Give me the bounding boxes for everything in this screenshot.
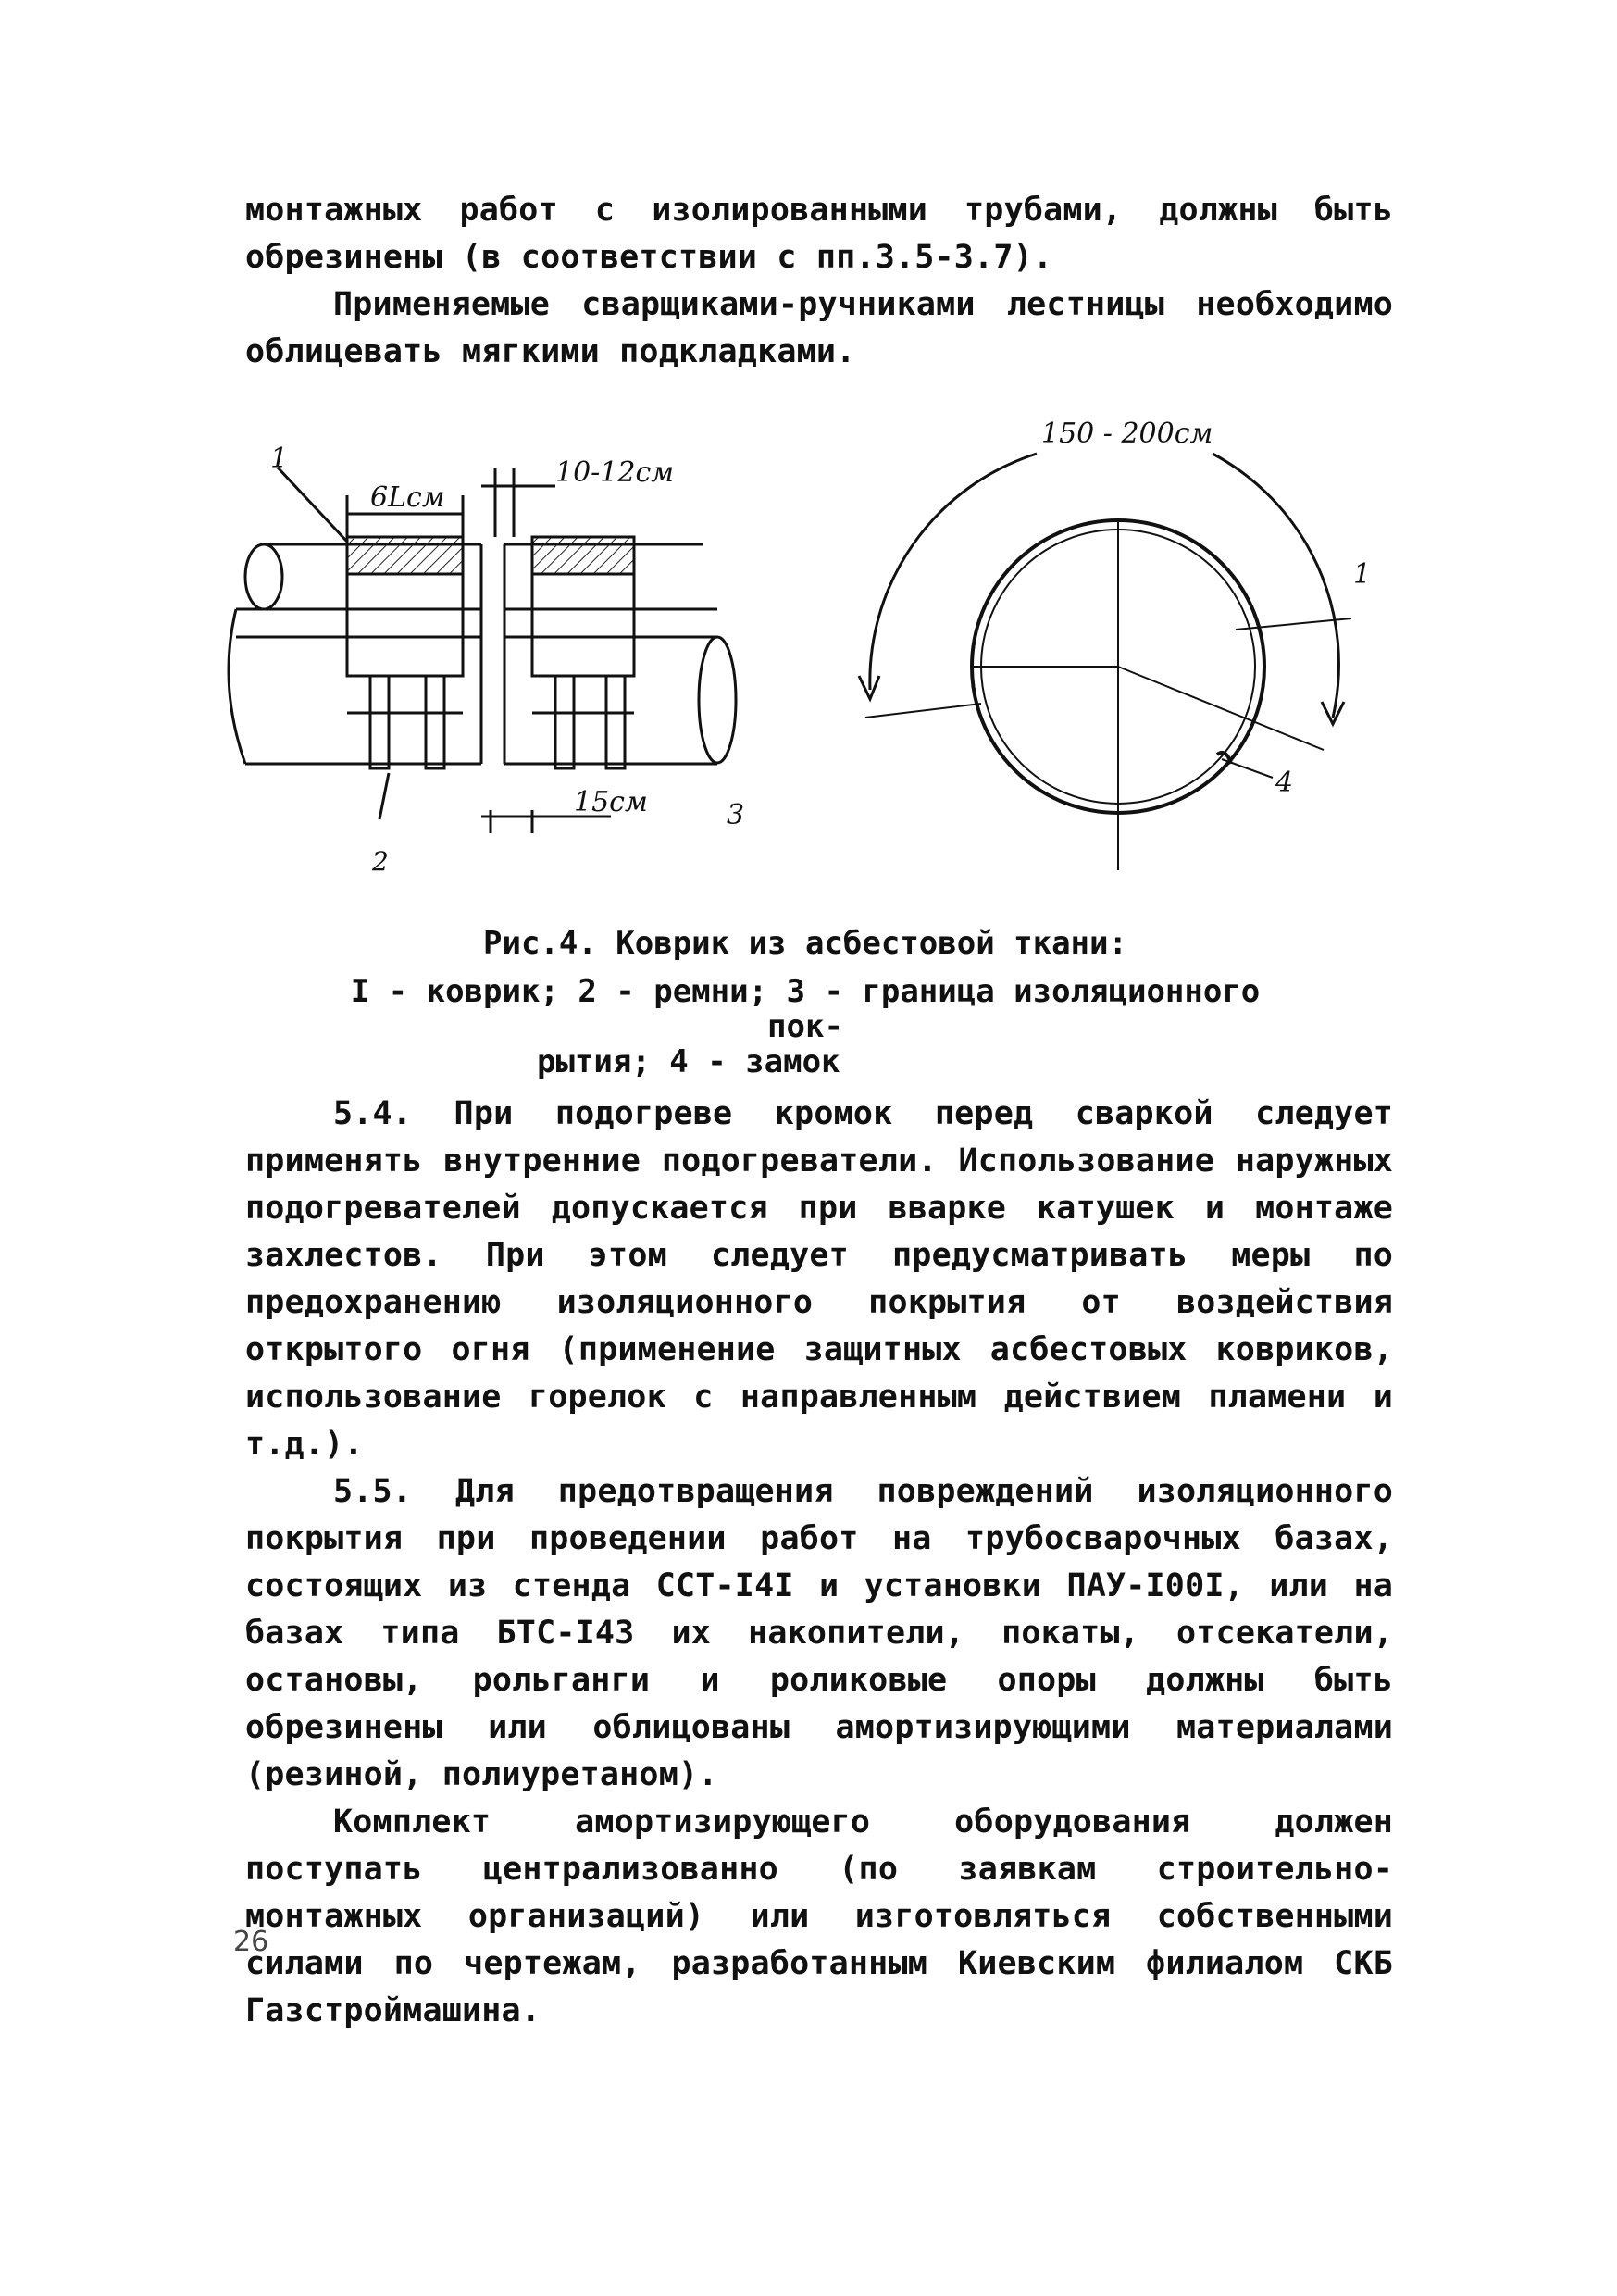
dim-arc: 150 - 200см <box>1041 418 1213 450</box>
label-4: 4 <box>1275 767 1294 799</box>
paragraph-5-4: 5.4. При подогреве кромок перед сваркой следует применять внутренние подогреватели. Использование наружных подогревателей допускается при вварке катушек и монтаже захлестов. При этом следует предусматривать меры по предохранению изоляционного покрытия от воздействия открытого огня (применение защитных асбестовых ковриков, использование горелок с направленным действием пламени и т.д.). <box>245 1095 1393 1463</box>
figure-caption <box>305 926 1305 1079</box>
dim-strap: 15см <box>574 786 648 818</box>
caption-legend-line2: рытия; 4 - замок <box>537 1043 840 1080</box>
paragraph-5-5: 5.5. Для предотвращения повреждений изоляционного покрытия при проведении работ на трубосварочных базах, состоящих из стенда ССТ-I4I и установки ПАУ-I00I, или на базах типа БТС-I43 их накопители, покаты, отсекатели, остановы, рольганги и роликовые опоры должны быть обрезинены или облицованы амортизирующими материалами (резиной, полиуретаном). <box>245 1473 1393 1793</box>
paragraph-kit: Комплект амортизирующего оборудования должен поступать централизованно (по заявкам строительно-монтажных организаций) или изготовляться собственными силами по чертежам, разработанным Киевским филиалом СКБ Газстроймашина. <box>245 1803 1393 2029</box>
label-1-right: 1 <box>1353 558 1372 591</box>
dim-mat-width: 6Lсм <box>370 481 445 514</box>
caption-legend-line1: I - коврик; 2 - ремни; 3 - граница изоляционного пок- <box>350 973 1261 1045</box>
caption-title: Рис.4. Коврик из асбестовой ткани: <box>483 925 1127 962</box>
pipe-side-view <box>229 468 736 833</box>
dim-gap: 10-12см <box>555 456 675 489</box>
figure-4-drawing <box>0 407 1617 907</box>
pipe-cross-section <box>859 454 1351 870</box>
top-text-block <box>245 187 1393 376</box>
page-number: 26 <box>233 1926 269 1958</box>
label-2: 2 <box>372 846 389 877</box>
body-text-block <box>245 1091 1393 2035</box>
label-3: 3 <box>727 799 745 831</box>
label-1-left: 1 <box>270 443 289 475</box>
paragraph-continuation: монтажных работ с изолированными трубами, должны быть обрезинены (в соответствии с пп.3.5-3.7). <box>245 192 1393 276</box>
paragraph-ladders: Применяемые сварщиками-ручниками лестницы необходимо облицевать мягкими подкладками. <box>245 286 1393 370</box>
